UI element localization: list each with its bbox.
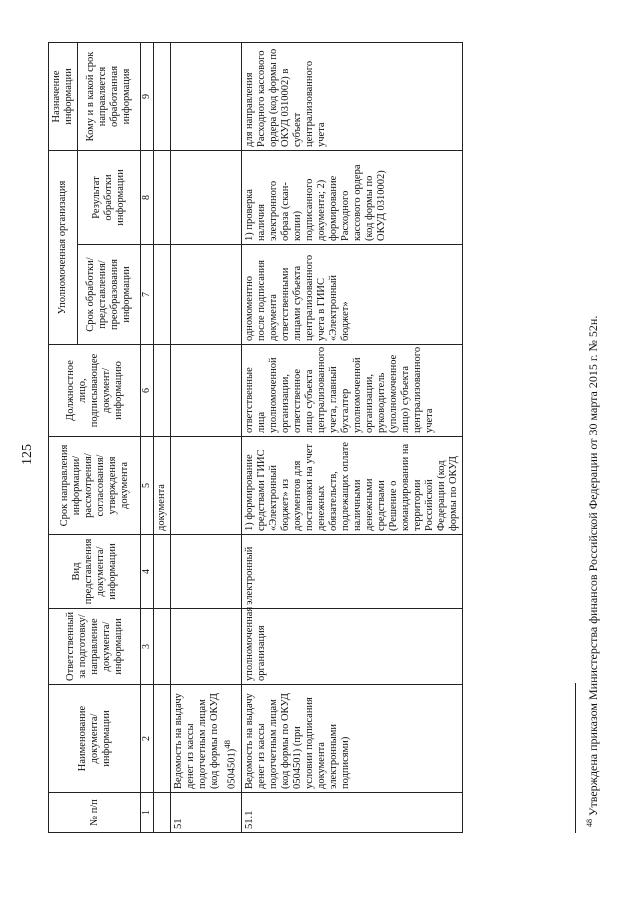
footnote-marker: 48 xyxy=(585,819,594,827)
header-num: № п/п xyxy=(49,793,141,833)
colnum-7: 7 xyxy=(141,245,154,345)
colnum-2: 2 xyxy=(141,685,154,793)
header-destination: Кому и в какой срок направляется обработанная информация xyxy=(78,43,141,151)
row-51-1-responsible: уполномоченная организация xyxy=(241,609,462,685)
column-number-row xyxy=(141,43,154,833)
colnum-4: 4 xyxy=(141,535,154,609)
row-51-destination xyxy=(171,43,242,151)
row-51-result xyxy=(171,151,242,245)
colnum-6: 6 xyxy=(141,345,154,437)
row-51-1-signer: ответственные лица уполномоченной организации, ответственное лицо субъекта централизованного учета, главный бухгалтер уполномоченной организации, руководитель (уполномоченное лицо) субъекта централизованного учета xyxy=(241,345,462,437)
page-number: 125 xyxy=(20,444,35,465)
colnum-5: 5 xyxy=(141,437,154,535)
colnum-3: 3 xyxy=(141,609,154,685)
table-row-51-1 xyxy=(241,43,462,833)
colnum-8: 8 xyxy=(141,151,154,245)
footnote xyxy=(585,316,601,827)
row-51-1-name: Ведомость на выдачу денег из кассы подотчетным лицам (код формы по ОКУД 0504501) (при условии подписания документа электронными подписями) xyxy=(241,685,462,793)
row-51-1-deadline: 1) формирование средствами ГИИС «Электронный бюджет» из документов для постановки на учет денежных обязательств, подлежащих оплате наличными денежными средствами (Решение о командировании на территории Российской Федерации (код формы по ОКУД xyxy=(241,437,462,535)
colnum-1: 1 xyxy=(141,793,154,833)
header-deadline: Срок направления информации/ рассмотрения/ согласования/ утверждения документа xyxy=(49,437,141,535)
row-51-1-num: 51.1 xyxy=(241,793,462,833)
row-51-1-result: 1) проверка наличия электронного образа (скан-копии) подписанного документа; 2) формирование Расходного кассового ордера (код формы по ОКУД 0310002) xyxy=(241,151,462,245)
table-row-51 xyxy=(171,43,242,833)
row-51-name: Ведомость на выдачу денег из кассы подотчетным лицам (код формы по ОКУД 0504501) xyxy=(173,693,238,789)
row-51-form xyxy=(171,535,242,609)
header-group-org: Уполномоченная организация xyxy=(49,151,78,345)
row-51-num: 51 xyxy=(171,793,242,833)
row-51-processing xyxy=(171,245,242,345)
footnote-separator xyxy=(575,683,576,833)
row-51-responsible xyxy=(171,609,242,685)
header-signer: Должностное лицо, подписывающее документ/ информацию xyxy=(49,345,141,437)
row-51-1-form: электронный xyxy=(241,535,462,609)
continuation-deadline: документа xyxy=(154,437,171,535)
row-51-signer xyxy=(171,345,242,437)
document-table xyxy=(48,42,463,833)
header-form: Вид представления документа/ информации xyxy=(49,535,141,609)
header-name: Наименование документа/ информации xyxy=(49,685,141,793)
row-51-name-cell xyxy=(171,685,242,793)
header-processing: Срок обработки/ представления/ преобразования информации xyxy=(78,245,141,345)
header-result: Результат обработки информации xyxy=(78,151,141,245)
row-51-footnote-marker: 48 xyxy=(222,740,232,749)
header-responsible: Ответственный за подготовку/ направление документа/ информации xyxy=(49,609,141,685)
header-group-row xyxy=(49,43,78,833)
continuation-row xyxy=(154,43,171,833)
row-51-1-processing: одномоментно после подписания документа ответственными лицами субъекта централизованного учета в ГИИС «Электронный бюджет» xyxy=(241,245,462,345)
header-group-purpose: Назначение информации xyxy=(49,43,78,151)
row-51-deadline xyxy=(171,437,242,535)
colnum-9: 9 xyxy=(141,43,154,151)
row-51-1-destination: для направления Расходного кассового ордера (код формы по ОКУД 0310002) в субъект централизованного учета xyxy=(241,43,462,151)
footnote-text: Утверждена приказом Министерства финансов Российской Федерации от 30 марта 2015 г. № 52н. xyxy=(586,315,600,816)
